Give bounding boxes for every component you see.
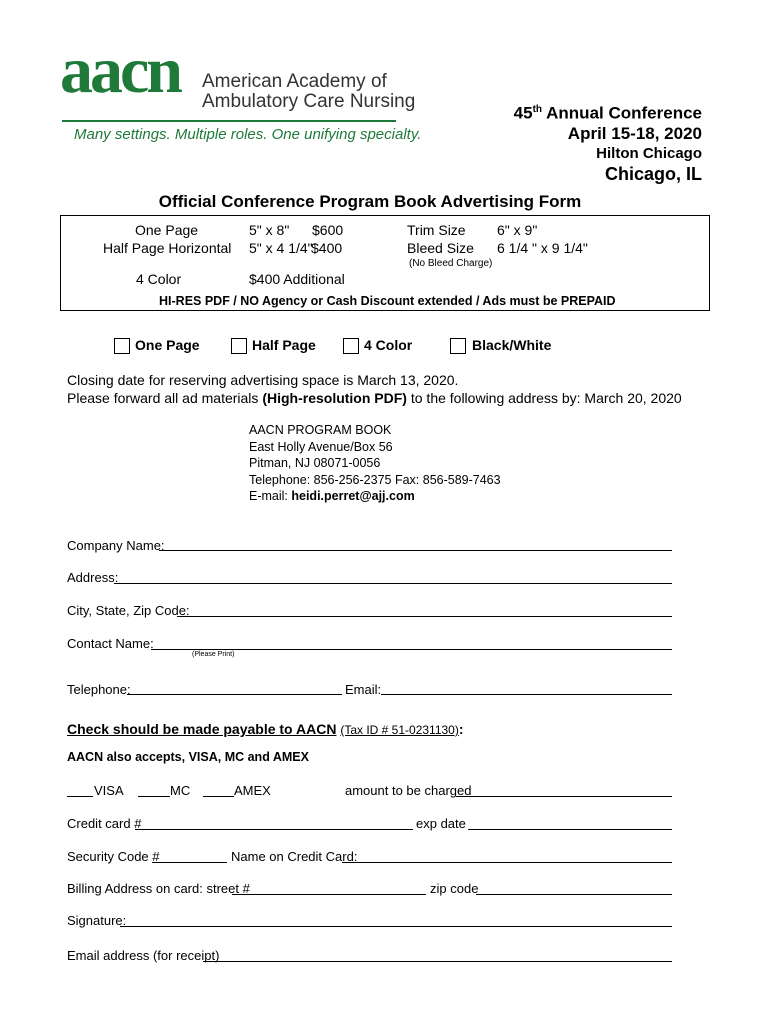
please-print-note: (Please Print) (192, 651, 235, 658)
address-field[interactable] (114, 583, 672, 584)
visa-blank[interactable] (67, 796, 93, 797)
telephone-field[interactable] (127, 694, 342, 695)
aacn-logo: aacn (60, 34, 180, 107)
conference-dates: April 15-18, 2020 (567, 123, 702, 143)
org-name-line1: American Academy of (202, 71, 387, 92)
conference-info (514, 100, 702, 184)
mc-blank[interactable] (138, 796, 170, 797)
mc-label: MC (170, 783, 191, 798)
one-page-size: 5" x 8" (249, 222, 290, 238)
one-page-price: $600 (312, 222, 344, 238)
billing-street-label: Billing Address on card: street # (67, 881, 250, 896)
conference-venue: Hilton Chicago (596, 144, 702, 162)
half-page-label: Half Page Horizontal (103, 240, 232, 256)
half-page-size: 5" x 4 1/4" (249, 240, 313, 256)
address-email: E-mail: heidi.perret@ajj.com (249, 489, 415, 503)
prepaid-notice: HI-RES PDF / NO Agency or Cash Discount extended / Ads must be PREPAID (159, 294, 616, 308)
conference-city: Chicago, IL (604, 163, 702, 184)
telephone-label: Telephone: (67, 682, 131, 697)
security-code-label: Security Code # (67, 849, 160, 864)
credit-card-label: Credit card # (67, 816, 142, 831)
city-state-zip-label: City, State, Zip Code: (67, 603, 190, 618)
exp-date-label: exp date (416, 816, 466, 831)
billing-street-field[interactable] (232, 894, 426, 895)
address-line1: AACN PROGRAM BOOK (249, 423, 392, 437)
four-color-option-label: 4 Color (364, 337, 413, 353)
receipt-email-field[interactable] (203, 961, 672, 962)
no-bleed-charge: (No Bleed Charge) (409, 258, 493, 269)
visa-label: VISA (94, 783, 124, 798)
email-field[interactable] (381, 694, 672, 695)
form-title: Official Conference Program Book Advertising Form (158, 192, 582, 211)
pricing-box (60, 215, 710, 311)
zip-code-label: zip code (430, 881, 479, 896)
address-line2: East Holly Avenue/Box 56 (249, 439, 393, 454)
receipt-email-label: Email address (for receipt) (67, 948, 220, 963)
email-label: Email: (345, 682, 382, 697)
contact-name-label: Contact Name: (67, 636, 154, 651)
address-label: Address: (67, 570, 119, 585)
address-phone-fax: Telephone: 856-256-2375 Fax: 856-589-7463 (249, 472, 501, 487)
mailing-address (249, 422, 501, 505)
one-page-checkbox[interactable] (114, 338, 130, 354)
name-on-card-field[interactable] (342, 862, 672, 863)
accepted-cards-text: AACN also accepts, VISA, MC and AMEX (67, 750, 309, 764)
trim-size-value: 6" x 9" (497, 222, 538, 238)
one-page-label: One Page (135, 222, 199, 238)
credit-card-field[interactable] (135, 829, 413, 830)
bleed-size-value: 6 1/4 " x 9 1/4" (497, 240, 588, 256)
logo-divider (62, 120, 396, 122)
forward-materials-text: Please forward all ad materials (High-resolution PDF) to the following address by: March 20, 2020 (67, 390, 682, 406)
conference-title: 45th Annual Conference (513, 103, 702, 123)
check-payable-text: Check should be made payable to AACN (Tax ID # 51-0231130): (67, 721, 464, 737)
organization-name (202, 72, 415, 112)
contact-name-field[interactable] (151, 649, 672, 650)
tagline: Many settings. Multiple roles. One unifying specialty. (74, 126, 422, 143)
signature-label: Signature: (67, 913, 127, 928)
amount-label: amount to be charged (345, 783, 472, 798)
company-name-label: Company Name: (67, 538, 165, 553)
four-color-price: $400 Additional (249, 271, 345, 287)
trim-size-label: Trim Size (407, 222, 466, 238)
half-page-checkbox[interactable] (231, 338, 247, 354)
zip-code-field[interactable] (476, 894, 672, 895)
half-page-option-label: Half Page (252, 337, 316, 353)
closing-date-text: Closing date for reserving advertising space is March 13, 2020. (67, 372, 459, 388)
company-name-field[interactable] (159, 550, 672, 551)
amex-blank[interactable] (203, 796, 234, 797)
amount-field[interactable] (456, 796, 672, 797)
half-page-price: $400 (311, 240, 343, 256)
four-color-checkbox[interactable] (343, 338, 359, 354)
amex-label: AMEX (234, 783, 271, 798)
black-white-checkbox[interactable] (450, 338, 466, 354)
exp-date-field[interactable] (468, 829, 672, 830)
security-code-field[interactable] (152, 862, 227, 863)
address-line3: Pitman, NJ 08071-0056 (249, 456, 381, 470)
signature-field[interactable] (120, 926, 672, 927)
one-page-option-label: One Page (135, 337, 200, 353)
city-state-zip-field[interactable] (177, 616, 672, 617)
name-on-card-label: Name on Credit Card: (231, 849, 358, 864)
org-name-line2: Ambulatory Care Nursing (202, 91, 416, 112)
four-color-label: 4 Color (136, 271, 182, 287)
black-white-option-label: Black/White (472, 337, 552, 353)
bleed-size-label: Bleed Size (407, 240, 474, 256)
